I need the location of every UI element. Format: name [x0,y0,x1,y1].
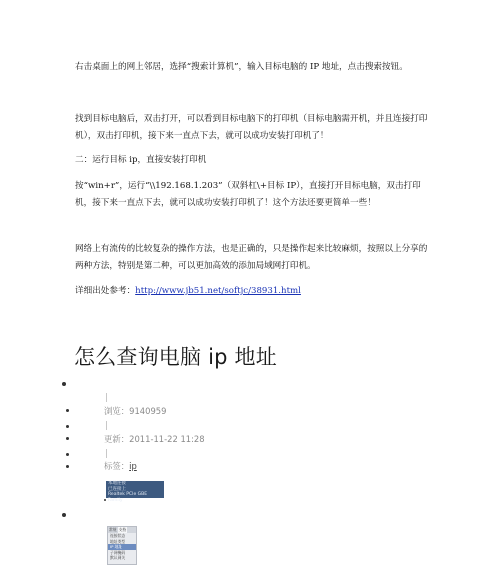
thumbnail-line: 本地连接 [108,481,126,486]
list-bullet [66,425,69,428]
list-bullet [66,465,69,468]
separator [106,449,107,458]
update-time: 更新：2011-11-22 11:28 [104,434,205,444]
tags-label: 标签： [104,461,130,471]
paragraph-open-target-computer: 找到目标电脑后，双击打开，可以看到目标电脑下的打印机（目标电脑需开机，并且连接打印机），双击打印机，接下来一直点下去，就可以成功安装打印机了！ [75,114,428,141]
thumbnail-item: 连接状态 [110,533,126,538]
view-count: 浏览：9140959 [104,406,167,416]
thumbnail-item: 地址类型 [110,538,126,544]
list-bullet [104,499,106,501]
thumbnail-item: 子网掩码 [110,549,126,555]
list-bullet [66,453,69,456]
tag-ip[interactable]: ip [129,461,137,471]
separator [106,421,107,430]
source-link[interactable]: http://www.jb51.net/softjc/38931.html [135,286,301,296]
paragraph-run-target-ip: 按“win+r”，运行“\\192.168.1.203”（双斜杠\+目标 IP），直接打开目标电脑，双击打印机，接下来一直点下去，就可以成功安装打印机了！这个方法还要更简单一些！ [75,181,421,208]
connection-details-thumbnail[interactable] [107,526,137,565]
thumbnail-line: 已连接上 [108,486,126,492]
list-bullet [66,409,69,412]
thumbnail-item-highlighted: IP 地址 [108,544,136,550]
list-bullet [66,437,69,440]
paragraph-summary: 网络上有流传的比较复杂的操作方法，也是正确的，只是操作起来比较麻烦，按照以上分享的两种方法，特别是第二种，可以更加高效的添加局域网打印机。 [75,244,428,271]
thumbnail-line: Realtek PCIe GBE Family [108,492,148,503]
paragraph-source-reference [75,283,431,300]
network-status-thumbnail[interactable] [106,481,164,503]
thumbnail-item: 默认网关 [110,555,126,561]
list-bullet [62,513,66,517]
tags-row [104,460,137,472]
separator [106,393,107,402]
paragraph-method-two-heading: 二：运行目标 ip，直接安装打印机 [75,155,207,165]
paragraph-search-computer: 右击桌面上的网上邻居，选择“搜索计算机”，输入目标电脑的 IP 地址，点击搜索按钮。 [75,62,408,72]
article-title: 怎么查询电脑 ip 地址 [74,345,277,369]
thumbnail-tab-support: 支持 [118,527,127,532]
thumbnail-tab-general: 常规 [109,527,117,532]
list-bullet [62,382,66,386]
source-label: 详细出处参考： [75,286,136,296]
